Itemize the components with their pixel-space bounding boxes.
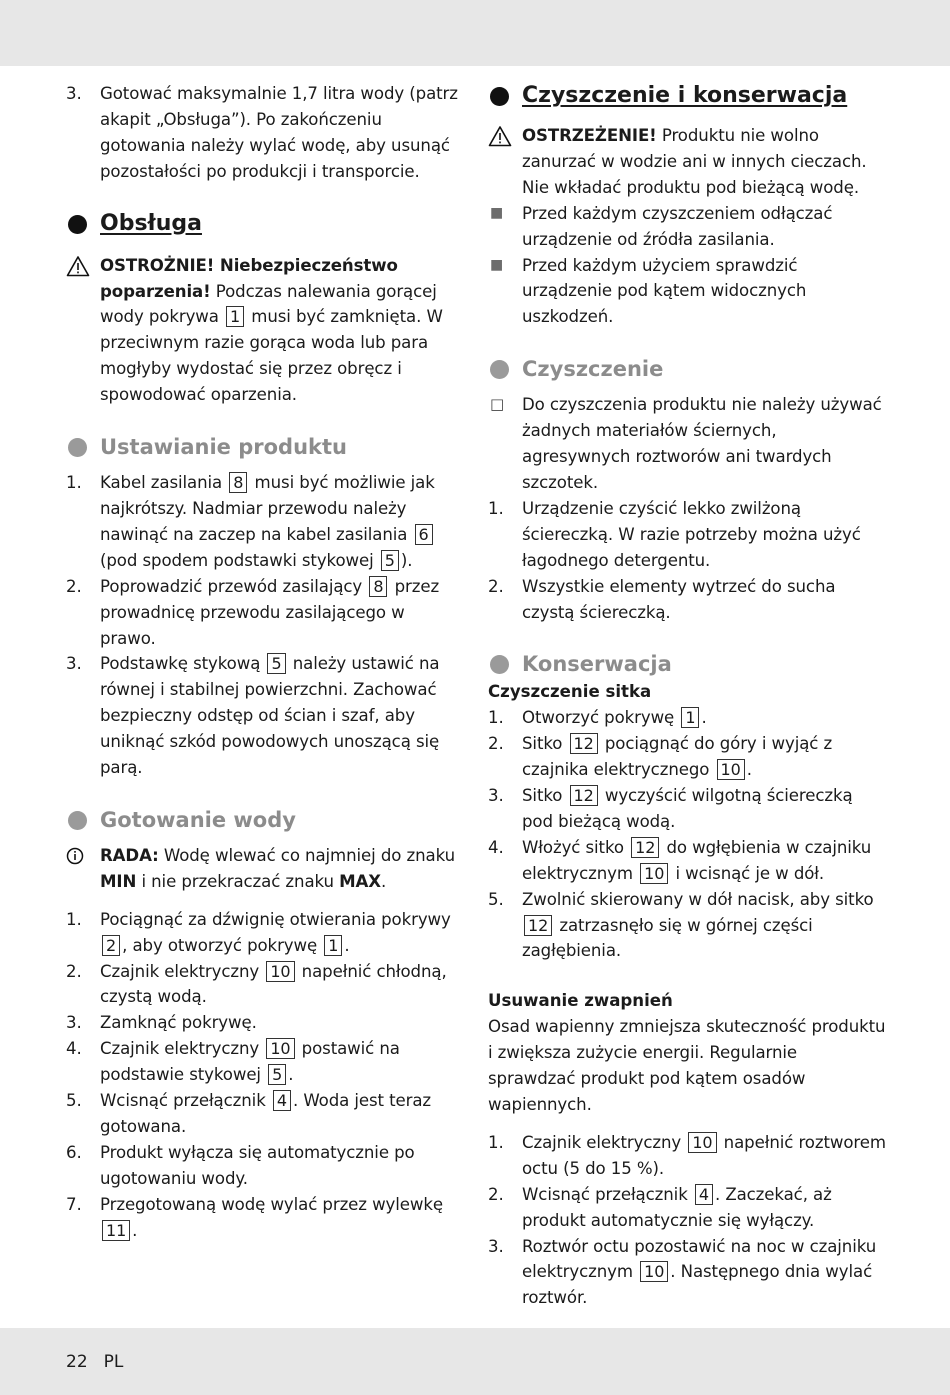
part-number: 10: [640, 1261, 668, 1282]
list-item: 1. Otworzyć pokrywę 1 .: [488, 708, 707, 728]
part-number: 5: [268, 1064, 286, 1085]
bottom-band: [0, 1328, 950, 1395]
list-item: 5. Wcisnąć przełącznik 4 . Woda jest teraz gotowana.: [66, 1091, 432, 1136]
part-number: 10: [266, 1038, 294, 1059]
part-number: 5: [381, 550, 399, 571]
list-item: 3. Roztwór octu pozostawić na noc w czajniku elektrycznym 10 . Następnego dnia wylać roztwór.: [488, 1236, 877, 1308]
left-column: [66, 81, 460, 1244]
tip-label: RADA:: [100, 845, 159, 865]
list-item: 2. Wszystkie elementy wytrzeć do sucha czystą ściereczką.: [488, 576, 836, 622]
list-item: 3. Podstawkę stykową 5 należy ustawić na równej i stabilnej powierzchni. Zachować bezpieczny odstęp od ścian i szaf, aby uniknąć szkód powodowych unoszącą się parą.: [66, 654, 440, 778]
list-item: 6. Produkt wyłącza się automatycznie po ugotowaniu wody.: [66, 1142, 415, 1188]
list-item: 4. Czajnik elektryczny 10 postawić na podstawie stykowej 5 .: [66, 1039, 400, 1085]
list-item: 2. Wcisnąć przełącznik 4 . Zaczekać, aż produkt automatycznie się wyłączy.: [488, 1184, 832, 1230]
list-item: 7. Przegotowaną wodę wylać przez wylewkę 11 .: [66, 1194, 443, 1240]
tip-note: RADA: Wodę wlewać co najmniej do znaku MIN i nie przekraczać znaku MAX.: [66, 843, 460, 895]
language-code: PL: [103, 1352, 124, 1372]
page-number: 22: [66, 1352, 88, 1372]
list-item: 3. Zamknąć pokrywę.: [66, 1013, 257, 1033]
part-number: 8: [369, 576, 387, 597]
info-icon: [66, 845, 90, 867]
list-item: 2. Czajnik elektryczny 10 napełnić chłodną, czystą wodą.: [66, 961, 447, 1007]
part-number: 12: [570, 785, 598, 806]
step-text: Gotować maksymalnie 1,7 litra wody (patrz akapit „Obsługa”). Po zakończeniu gotowania należy wylać wodę, aby usunąć pozostałości po produkcji i transporcie.: [100, 84, 458, 181]
warning-label: OSTRZEŻENIE!: [522, 126, 657, 145]
empty-square-icon: □: [490, 395, 505, 414]
part-number: 10: [688, 1132, 716, 1153]
list-item: □ Do czyszczenia produktu nie należy używać żadnych materiałów ściernych, agresywnych roztworów ani twardych szczotek.: [488, 392, 888, 496]
intro-step: [66, 81, 460, 185]
list-item: 4. Włożyć sitko 12 do wgłębienia w czajniku elektrycznym 10 i wcisnąć je w dół.: [488, 837, 872, 883]
list-item: 1. Urządzenie czyścić lekko zwilżoną ściereczką. W razie potrzeby można użyć łagodnego detergentu.: [488, 498, 861, 570]
part-number: 4: [273, 1090, 291, 1111]
warning-note: OSTRZEŻENIE! Produktu nie wolno zanurzać w wodzie ani w innych cieczach. Nie wkładać produktu pod bieżącą wodę.: [488, 123, 888, 201]
section-heading-obsluga: Obsługa: [66, 209, 460, 239]
list-item: 3. Sitko 12 wyczyścić wilgotną ściereczką pod bieżącą wodą.: [488, 786, 853, 831]
subheading-zwapnienia: Usuwanie zwapnień: [488, 991, 673, 1011]
part-number: 10: [640, 863, 668, 884]
warning-triangle-icon: [66, 255, 90, 277]
part-number: 12: [570, 733, 598, 754]
part-number: 10: [717, 759, 745, 780]
part-number: 10: [266, 961, 294, 982]
square-bullet-icon: ■: [490, 256, 504, 273]
step-number: 3.: [66, 84, 82, 103]
part-number: 1: [681, 707, 699, 728]
section-heading-konserwacja: Konserwacja: [488, 649, 888, 679]
section-heading-czyszczenie-konserwacja: Czyszczenie i konserwacja: [488, 81, 888, 111]
section-heading-ustawianie: Ustawianie produktu: [66, 432, 460, 462]
part-number: 12: [524, 915, 552, 936]
top-band: [0, 0, 950, 66]
list-item: 2. Poprowadzić przewód zasilający 8 przez prowadnicę przewodu zasilającego w prawo.: [66, 576, 440, 648]
part-number: 1: [226, 306, 244, 327]
list-item: ■ Przed każdym czyszczeniem odłączać urządzenie od źródła zasilania.: [488, 201, 888, 253]
subheading-sitko: Czyszczenie sitka: [488, 682, 652, 702]
list-item: 1. Pociągnąć za dźwignię otwierania pokrywy 2 , aby otworzyć pokrywę 1 .: [66, 909, 451, 955]
part-number: 8: [229, 472, 247, 493]
list-item: 2. Sitko 12 pociągnąć do góry i wyjąć z czajnika elektrycznego 10 .: [488, 734, 833, 780]
list-item: ■ Przed każdym użyciem sprawdzić urządzenie pod kątem widocznych uszkodzeń.: [488, 253, 888, 331]
bullet-dot-icon: [68, 811, 87, 830]
part-number: 6: [415, 524, 433, 545]
bullet-dot-icon: [490, 87, 509, 106]
list-item: 1. Kabel zasilania 8 musi być możliwie jak najkrótszy. Nadmiar przewodu należy nawinąć na zaczep na kabel zasilania 6 (pod spodem podstawki stykowej 5 ).: [66, 473, 435, 570]
part-number: 2: [102, 935, 120, 956]
bullet-dot-icon: [68, 215, 87, 234]
bullet-dot-icon: [490, 655, 509, 674]
bullet-dot-icon: [68, 438, 87, 457]
part-number: 1: [324, 935, 342, 956]
part-number: 11: [102, 1220, 130, 1241]
paragraph: Osad wapienny zmniejsza skuteczność produktu i zwiększa zużycie energii. Regularnie sprawdzać produkt pod kątem osadów wapiennych.: [488, 1017, 886, 1114]
bullet-dot-icon: [490, 360, 509, 379]
caution-label: OSTROŻNIE! Niebezpieczeństwo poparzenia!: [100, 255, 398, 301]
part-number: 5: [267, 653, 285, 674]
section-heading-czyszczenie: Czyszczenie: [488, 354, 888, 384]
warning-triangle-icon: [488, 125, 512, 147]
square-bullet-icon: ■: [490, 204, 504, 221]
section-heading-gotowanie: Gotowanie wody: [66, 805, 460, 835]
right-column: [488, 81, 888, 1311]
caution-note: OSTROŻNIE! Niebezpieczeństwo poparzenia! Podczas nalewania gorącej wody pokrywa 1 musi być zamknięta. W przeciwnym razie gorąca woda lub para mogłyby wydostać się przez obręcz i spowodować oparzenia.: [66, 253, 460, 408]
page-footer: [66, 1350, 139, 1374]
list-item: 5. Zwolnić skierowany w dół nacisk, aby sitko 12 zatrzasnęło się w górnej części zagłębienia.: [488, 889, 874, 961]
part-number: 4: [695, 1184, 713, 1205]
part-number: 12: [631, 837, 659, 858]
list-item: 1. Czajnik elektryczny 10 napełnić roztworem octu (5 do 15 %).: [488, 1132, 886, 1178]
